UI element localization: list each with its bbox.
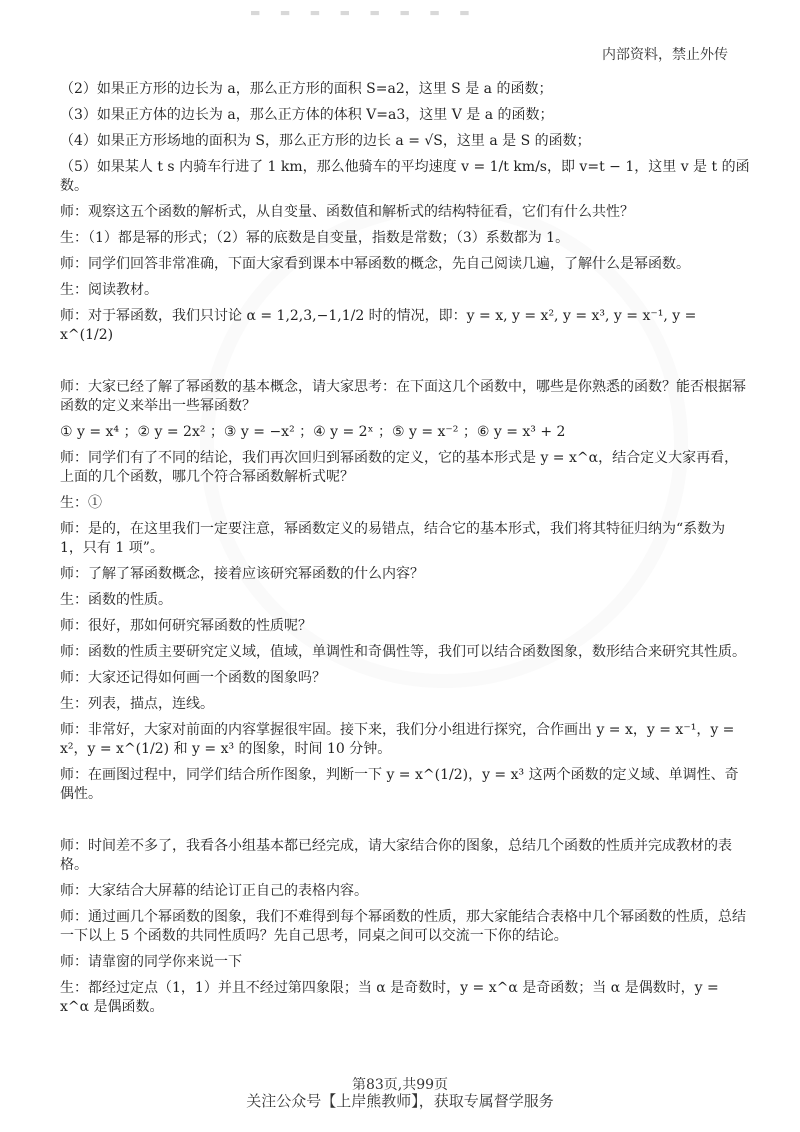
paragraph: 生：（1）都是幂的形式；（2）幂的底数是自变量，指数是常数；（3）系数都为 1。 (60, 230, 570, 246)
paragraph: 师：时间差不多了，我看各小组基本都已经完成，请大家结合你的图象，总结几个函数的性质并完成教材的表格。 (60, 838, 732, 873)
paragraph: 师：对于幂函数，我们只讨论 α = 1,2,3,−1,1/2 时的情况，即：y = x, y = x², y = x³, y = x⁻¹, y = x^(1/2) (60, 308, 697, 343)
paragraph: 生：函数的性质。 (60, 592, 172, 608)
paragraph: （5）如果某人 t s 内骑车行进了 1 km，那么他骑车的平均速度 v = 1/t km/s，即 v=t − 1，这里 v 是 t 的函数。 (60, 159, 750, 194)
paragraph: 生：列表，描点，连线。 (60, 696, 214, 712)
page-number: 第83页,共99页 (351, 1077, 449, 1093)
footer-note: 关注公众号【上岸熊教师】，获取专属督学服务 (246, 1092, 554, 1110)
confidential-label: 内部资料，禁止外传 (602, 47, 728, 63)
paragraph: 生：① (60, 495, 102, 511)
paragraph: 师：是的，在这里我们一定要注意，幂函数定义的易错点，结合它的基本形式，我们将其特征归纳为“系数为 1，只有 1 项”。 (60, 521, 726, 556)
paragraph: 师：同学们回答非常准确，下面大家看到课本中幂函数的概念，先自己阅读几遍，了解什么是幂函数。 (60, 256, 690, 272)
paragraph: ① y = x⁴ ；② y = 2x² ；③ y = −x² ；④ y = 2ˣ ；⑤ y = x⁻² ；⑥ y = x³ + 2 (60, 424, 566, 440)
spacer (60, 811, 750, 837)
paragraph: 师：通过画几个幂函数的图象，我们不难得到每个幂函数的性质，那大家能结合表格中几个幂函数的性质，总结一下以上 5 个函数的共同性质吗？先自己思考，同桌之间可以交流一下你的结论。 (60, 909, 746, 944)
paragraph: 生：都经过定点（1，1）并且不经过第四象限；当 α 是奇数时，y = x^α 是奇函数；当 α 是偶数时，y = x^α 是偶函数。 (60, 980, 719, 1015)
paragraph: （4）如果正方形场地的面积为 S，那么正方形的边长 a = √S，这里 a 是 S 的函数； (60, 133, 591, 149)
paragraph: 师：同学们有了不同的结论，我们再次回归到幂函数的定义，它的基本形式是 y = x^α，结合定义大家再看，上面的几个函数，哪几个符合幂函数解析式呢？ (60, 450, 739, 485)
spacer (60, 352, 750, 378)
paragraph: 师：非常好，大家对前面的内容掌握很牢固。接下来，我们分小组进行探究，合作画出 y = x，y = x⁻¹，y = x²，y = x^(1/2) 和 y = x³ 的图象，时间 10 分钟。 (60, 722, 735, 757)
header-rule: ▬ ▬ ▬ ▬ ▬ ▬ ▬ ▬ (250, 6, 478, 19)
paragraph: 师：请靠窗的同学你来说一下 (60, 954, 242, 970)
document-body (60, 80, 750, 1024)
paragraph: （3）如果正方体的边长为 a，那么正方体的体积 V=a3，这里 V 是 a 的函数； (60, 107, 554, 123)
paragraph: 师：大家已经了解了幂函数的基本概念，请大家思考：在下面这几个函数中，哪些是你熟悉的函数？能否根据幂函数的定义来举出一些幂函数？ (60, 379, 746, 414)
paragraph: 师：函数的性质主要研究定义域，值域，单调性和奇偶性等，我们可以结合函数图象，数形结合来研究其性质。 (60, 644, 746, 660)
paragraph: 生：阅读教材。 (60, 282, 158, 298)
paragraph: 师：大家结合大屏幕的结论订正自己的表格内容。 (60, 883, 368, 899)
paragraph: 师：在画图过程中，同学们结合所作图象，判断一下 y = x^(1/2)，y = x³ 这两个函数的定义域、单调性、奇偶性。 (60, 767, 739, 802)
paragraph: 师：大家还记得如何画一个函数的图象吗？ (60, 670, 326, 686)
paragraph: （2）如果正方形的边长为 a，那么正方形的面积 S=a2，这里 S 是 a 的函数； (60, 81, 553, 97)
paragraph: 师：很好，那如何研究幂函数的性质呢？ (60, 618, 312, 634)
paragraph: 师：观察这五个函数的解析式，从自变量、函数值和解析式的结构特征看，它们有什么共性？ (60, 204, 634, 220)
paragraph: 师：了解了幂函数概念，接着应该研究幂函数的什么内容？ (60, 566, 424, 582)
